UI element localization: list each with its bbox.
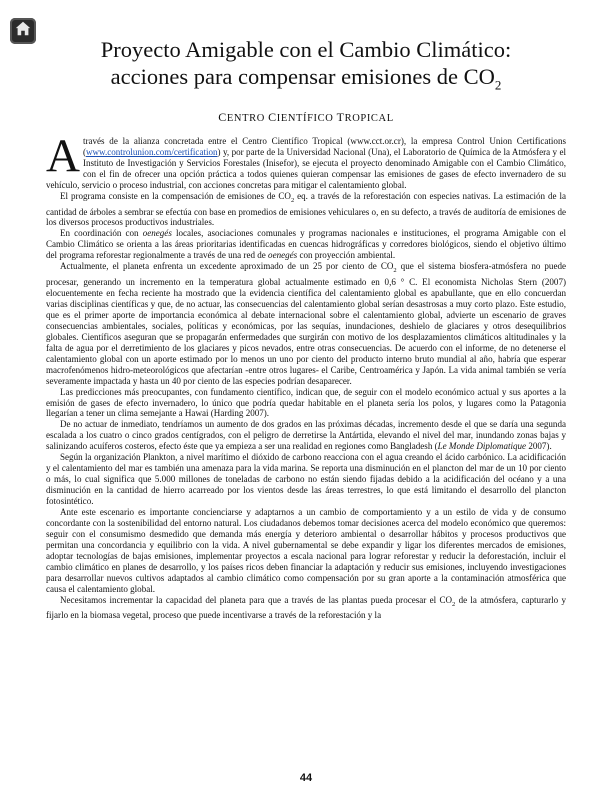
paragraph-1	[46, 130, 566, 191]
paragraph-3	[46, 228, 566, 261]
emphasis: oenegés	[142, 228, 172, 239]
author-initial: C	[268, 110, 277, 124]
article-title	[40, 36, 572, 99]
paragraph-text: De no actuar de inmediato, tendríamos un aumento de dos grados en las próximas décadas, incremento desde el que se daría una segunda escalada a los cuatro o cinco grados centígrados, con el peligro de derretirse la Antártida, elevando el nivel del mar, inundando zonas bajas y salinizando acuíferos costeros, efecto éste que ya empieza a ser una realidad en regiones como Bangladesh (	[46, 419, 566, 452]
title-subscript: 2	[494, 77, 502, 93]
paragraph-2	[46, 191, 566, 229]
paragraph-8: Ante este escenario es importante concienciarse y adaptarnos a un cambio de comportamiento y a un estilo de vida y de consumo concordante con la sostenibilidad del entorno natural. Los ciudadanos debemos tomar decisiones acerca del modelo económico que queremos: seguir con el consumismo desmedido que demanda más energía y deterioro ambiental o desarrollar hábitos y procesos productivos que permitan una concordancia y equilibrio con la vida. A nivel gubernamental se debe expandir y ligar los diferentes mercados de emisiones, adoptar tecnologías de bajas emisiones, implementar proyectos a escala nacional para lograr reforestar y reducir la deforestación, incluir el cambio climático en planes de desarrollo, y los países ricos deben financiar la adaptación y reducir sus emisiones, incluyendo investigaciones para desarrollar nuevos cultivos adaptados al cambio climático como compensación por su gran aporte a la contaminación atmosférica que causa el calentamiento global.	[46, 507, 566, 594]
paragraph-text: través de la alianza concretada entre el Centro Científico Tropical (www.cct.or.cr), la empresa Control Union Certifications (	[82, 136, 566, 157]
control-union-link[interactable]: www.controlunion.com/certification	[85, 146, 218, 157]
paragraph-6	[46, 419, 566, 452]
page-number: 44	[299, 772, 313, 784]
author-text: ROPICAL	[344, 113, 394, 124]
paragraph-text: El programa consiste en la compensación de emisiones de CO	[60, 190, 291, 201]
paragraph-text: Necesitamos incrementar la capacidad del planeta para que a través de las plantas pueda procesar el CO	[60, 594, 453, 605]
title-line-2: acciones para compensar emisiones de CO	[110, 64, 495, 89]
paragraph-text: que el sistema biosfera-atmósfera no puede procesar, generando un incremento en la temperatura global actualmente estimado en 0,6 ° C. El economista Nicholas Stern (2007) elocuentemente en fecha reciente ha mostrado que la evidencia científica del calentamiento global es apabullante, que en ello concuerdan varias disciplinas científicas y que, de no actuar, las consecuencias del calentamiento global serían desastrosas a muy corto plazo. Este estudio, que es el primer aporte de importancia económica al debate internacional sobre el calentamiento global, advierte un escenario de graves consecuencias ambientales, sociales, políticas y económicas, por las sequías, inundaciones, deshielo de glaciares y otros desequilibrios globales. Científicos aseguran que se propagarán enfermedades que surgirán con motivo de los desplazamientos climáticos altitudinales y la falta de agua por el derretimiento de los glaciares y picos nevados, entre otras consecuencias. De acuerdo con el informe, de no detenerse el calentamiento global con un aporte estimado por lo menos un uno por ciento del producto interno bruto mundial al año, habría que esperar macrofenómenos hidro-meteorológicos que afectarían -entre otros lugares- el Caribe, Centroamérica y Japón. La vida animal también se vería severamente impactada y hasta un 40 por ciento de las especies podrían desaparecer.	[46, 261, 566, 386]
author-text: ENTRO	[226, 113, 269, 124]
paragraph-text: de la atmósfera, capturarlo y fijarlo en la biomasa vegetal, proceso que puede incentivarse a través de la reforestación y la	[46, 594, 566, 621]
paragraph-text: ) y, por parte de la Universidad Nacional (Una), el Laboratorio de Química de la Atmósfera y el Instituto de Investigación y Servicios Forestales (Inisefor), se ejecuta el proyecto denominado Amigable con el Cambio Climático, con el fin de ofrecer una opción práctica a todos quienes quieran compensar las emisiones de gases de efecto invernadero de su vehículo, servicio o proceso industrial, con acciones concretas para mitigar el calentamiento global.	[46, 146, 566, 190]
article-body	[46, 130, 567, 621]
paragraph-9	[46, 595, 566, 622]
home-icon	[14, 20, 32, 43]
paragraph-4	[46, 261, 566, 386]
paragraph-text: 2007).	[526, 441, 552, 452]
paragraph-text: locales, asociaciones comunales y programas nacionales e instituciones, el programa Amigable con el Cambio Climático se orienta a las áreas prioritarias identificadas en cuencas hidrográficas y corredores biológicos, siendo el objetivo último del programa reforestar regionalmente a través de una red de	[46, 228, 567, 261]
author-initial: C	[218, 110, 227, 124]
paragraph-5: Las predicciones más preocupantes, con fundamento científico, indican que, de seguir con el modelo económico actual y sus aportes a la emisión de gases de efecto invernadero, lo único que podría quedar habitable en el planeta sería los polos, y lugares como la Patagonia llegarían a tener un clima semejante a Hawai (Harding 2007).	[46, 386, 566, 419]
author-text: IENTÍFICO	[276, 113, 337, 124]
subscript: 2	[452, 600, 456, 608]
paragraph-text: En coordinación con	[60, 228, 143, 239]
home-button[interactable]	[10, 18, 36, 44]
emphasis: oenegés	[268, 250, 298, 261]
author-initial: T	[336, 110, 345, 124]
emphasis: Le Monde Diplomatique	[437, 441, 527, 452]
paragraph-text: Actualmente, el planeta enfrenta un excedente aproximado de un 25 por ciento de CO	[60, 261, 394, 272]
paragraph-text: eq. a través de la reforestación con especies nativas. La estimación de la cantidad de árboles a sembrar se efectúa con base en promedios de emisiones vehiculares o, en su defecto, a través de auditoría de emisiones de los diversos procesos productivos industriales.	[46, 190, 566, 228]
paragraph-7: Según la organización Plankton, a nivel marítimo el dióxido de carbono reacciona con el agua creando el ácido carbónico. La acidificación y el calentamiento del mar es también una amenaza para la vida marina. Se reporta una disminución en el plancton del mar de un 10 por ciento o más, lo cual significa que 5.000 millones de toneladas de carbono no están siendo fijadas debido a la acidificación del océano y a una disminución en la cantidad de hierro acarreado por los vientos desde las áreas terrestres, lo que está limitando el desarrollo del plancton fotosintético.	[46, 452, 566, 507]
drop-cap: A	[46, 130, 80, 182]
title-line-1: Proyecto Amigable con el Cambio Climático:	[100, 37, 512, 62]
author-byline	[0, 110, 612, 125]
subscript: 2	[290, 196, 295, 204]
paragraph-text: con proyección ambiental.	[297, 250, 396, 261]
subscript: 2	[393, 267, 397, 275]
